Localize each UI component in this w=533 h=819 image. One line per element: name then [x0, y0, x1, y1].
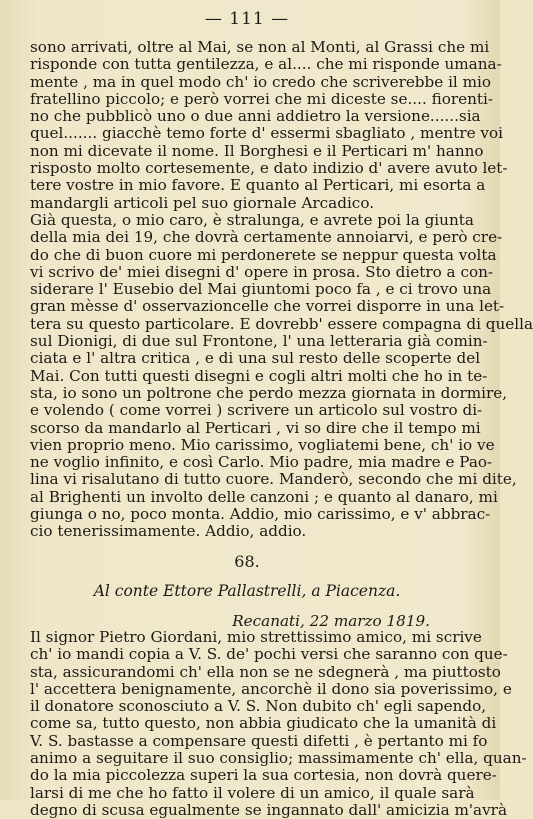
text-line: lina vi risalutano di tutto cuore. Manderò, secondo che mi dite,	[30, 470, 517, 489]
text-line: sta, io sono un poltrone che perdo mezza giornata in dormire,	[30, 383, 508, 402]
text-line: no che pubblicò uno o due anni addietro la versione......sia	[30, 107, 481, 126]
text-line: ch' io mandi copia a V. S. de' pochi versi che saranno con que-	[30, 645, 508, 664]
letter-number: 68.	[234, 551, 260, 571]
text-line: tere vostre in mio favore. E quanto al Perticari, mi esorta a	[30, 176, 486, 195]
text-line: non mi dicevate il nome. Il Borghesi e il Perticari m' hanno	[30, 141, 484, 160]
text-line: do la mia piccolezza superi la sua cortesia, non dovrà quere-	[30, 766, 497, 785]
paragraph-one	[30, 38, 508, 212]
text-line: gran mèsse d' osservazioncelle che vorrei disporre in una let-	[30, 297, 505, 316]
text-line: siderare l' Eusebio del Mai giuntomi poco fa , e ci trovo una	[30, 280, 492, 299]
text-line: degno di scusa egualmente se ingannato dall' amicizia m'avrà	[30, 800, 507, 819]
text-line: mandargli articoli pel suo giornale Arcadico.	[30, 193, 375, 212]
paragraph-two	[30, 210, 533, 541]
text-line: ne voglio infinito, e così Carlo. Mio padre, mia madre e Pao-	[30, 453, 493, 472]
text-line: fratellino piccolo; e però vorrei che mi diceste se.... fiorenti-	[30, 89, 493, 108]
text-line: giunga o no, poco monta. Addio, mio carissimo, e v' abbrac-	[30, 505, 491, 524]
letter-body	[30, 627, 527, 819]
text-line: V. S. bastasse a compensare questi difetti , è pertanto mi fo	[30, 731, 488, 750]
text-line: della mia dei 19, che dovrà certamente annoiarvi, e però cre-	[30, 228, 503, 247]
text-line: il donatore sconosciuto a V. S. Non dubito ch' egli sapendo,	[30, 697, 487, 716]
letter-dateline: Recanati, 22 marzo 1819.	[232, 611, 430, 630]
text-line: Il signor Pietro Giordani, mio strettissimo amico, mi scrive	[30, 627, 482, 646]
text-line: Mai. Con tutti questi disegni e cogli altri molti che ho in te-	[30, 366, 488, 385]
text-line: Già questa, o mio caro, è stralunga, e avrete poi la giunta	[30, 210, 474, 229]
text-line: come sa, tutto questo, non abbia giudicato che la umanità di	[30, 714, 497, 733]
page-number: — 111 —	[204, 9, 290, 29]
text-line: scorso da mandarlo al Perticari , vi so dire che il tempo mi	[30, 418, 481, 437]
text-line: animo a seguitare il suo consiglio; massimamente ch' ella, quan-	[30, 748, 527, 767]
text-line: l' accettera benignamente, ancorchè il dono sia poverissimo, e	[30, 679, 512, 698]
text-line: mente , ma in quel modo ch' io credo che scriverebbe il mio	[30, 72, 492, 91]
text-line: cio tenerissimamente. Addio, addio.	[30, 522, 307, 541]
text-line: al Brighenti un involto delle canzoni ; e quanto al danaro, mi	[30, 487, 498, 506]
text-line: quel....... giacchè temo forte d' essermi sbagliato , mentre voi	[30, 124, 503, 143]
text-line: risposto molto cortesemente, e dato indizio d' avere avuto let-	[30, 159, 508, 178]
text-line: tera su questo particolare. E dovrebb' essere compagna di quella	[30, 314, 533, 333]
text-line: vien proprio meno. Mio carissimo, vogliatemi bene, ch' io ve	[30, 435, 495, 454]
text-line: do che di buon cuore mi perdonerete se neppur questa volta	[30, 245, 497, 264]
text-line: e volendo ( come vorrei ) scrivere un articolo sul vostro di-	[30, 401, 483, 420]
text-line: sul Dionigi, di due sul Frontone, l' una letteraria già comin-	[30, 332, 488, 351]
text-line: sta, assicurandomi ch' ella non se ne sdegnerà , ma piuttosto	[30, 662, 501, 681]
text-line: ciata e l' altra critica , e di una sul resto delle scoperte del	[30, 349, 481, 368]
text-line: risponde con tutta gentilezza, e al.... che mi risponde umana-	[30, 55, 502, 74]
text-line: sono arrivati, oltre al Mai, se non al Monti, al Grassi che mi	[30, 38, 490, 56]
letter-addressee: Al conte Ettore Pallastrelli, a Piacenza.	[93, 581, 401, 600]
text-line: vi scrivo de' miei disegni d' opere in prosa. Sto dietro a con-	[30, 262, 494, 281]
text-line: larsi di me che ho fatto il volere di un amico, il quale sarà	[30, 783, 475, 802]
